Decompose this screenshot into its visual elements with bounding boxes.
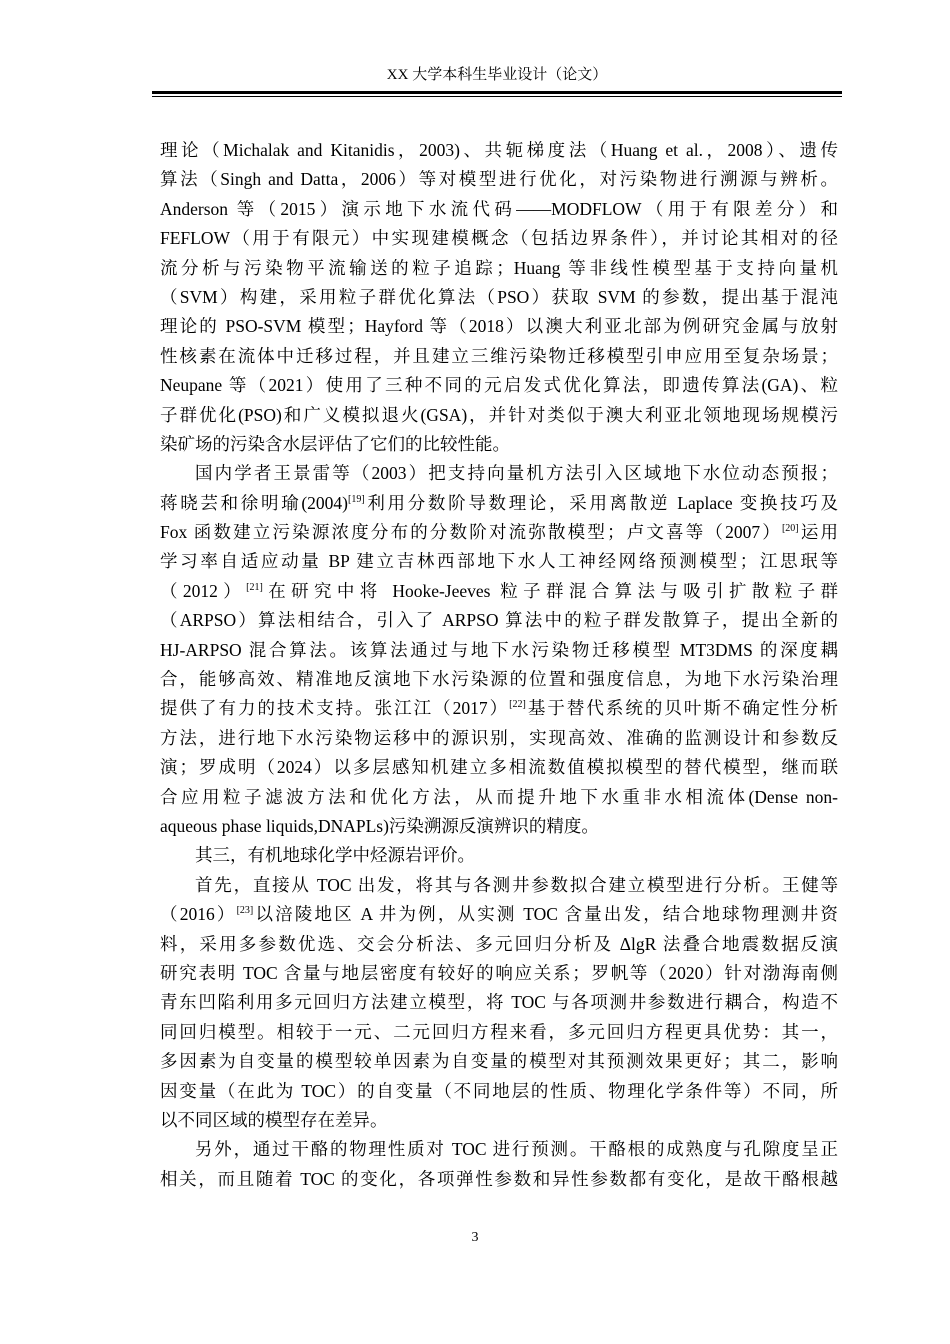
citation-22: [22] (509, 699, 526, 711)
text-line: 以不同区域的模型存在差异。 (160, 1109, 388, 1130)
text-line: aqueous phase liquids,DNAPLs)污染溯源反演辨识的精度。 (160, 815, 599, 836)
text-line: 国内学者王景雷等（2003）把支持向量机方法引入区域地下水位动态预报； (195, 463, 838, 484)
text-line: 相关，而且随着 TOC 的变化，各项弹性参数和异性参数都有变化，是故干酪根越 (160, 1168, 838, 1189)
page-number: 3 (471, 1230, 479, 1245)
text-line: 青东凹陷利用多元回归方法建立模型，将 TOC 与各项测井参数进行耦合，构造不 (160, 992, 838, 1013)
text-line: （2012）[21]在研究中将 Hooke-Jeeves 粒子群混合算法与吸引扩散粒子群 (160, 580, 839, 601)
body-text (160, 136, 838, 1194)
header-rule-thin (152, 96, 842, 97)
text-line: （SVM）构建，采用粒子群优化算法（PSO）获取 SVM 的参数，提出基于混沌 (160, 286, 838, 307)
citation-19: [19] (348, 493, 365, 505)
text-line: 子群优化(PSO)和广义模拟退火(GSA)，并针对类似于澳大利亚北领地现场规模污 (160, 404, 838, 425)
text-line: Neupane 等（2021）使用了三种不同的元启发式优化算法，即遗传算法(GA)、粒 (160, 375, 838, 396)
text-line: （2016）[23]以涪陵地区 A 井为例，从实测 TOC 含量出发，结合地球物理测井资 (160, 904, 839, 925)
text-line: 研究表明 TOC 含量与地层密度有较好的响应关系；罗帆等（2020）针对渤海南侧 (160, 962, 838, 983)
text-line: 理论（Michalak and Kitanidis，2003)、共轭梯度法（Huang et al.，2008）、遗传 (160, 140, 838, 160)
page-header: XX 大学本科生毕业设计（论文） (386, 67, 608, 83)
text-line: 理论的 PSO-SVM 模型；Hayford 等（2018）以澳大利亚北部为例研究金属与放射 (160, 316, 838, 337)
citation-21: [21] (246, 581, 263, 593)
text-line: 同回归模型。相较于一元、二元回归方程来看，多元回归方程更具优势：其一， (160, 1021, 838, 1042)
text-line: 蒋晓芸和徐明瑜(2004)[19]利用分数阶导数理论，采用离散逆 Laplace 变换技巧及 (160, 492, 838, 513)
text-line: 因变量（在此为 TOC）的自变量（不同地层的性质、物理化学条件等）不同，所 (160, 1080, 838, 1101)
text-line: 合，能够高效、精准地反演地下水污染源的位置和强度信息，为地下水污染治理 (160, 669, 838, 690)
text-line: 流分析与污染物平流输送的粒子追踪；Huang 等非线性模型基于支持向量机 (160, 257, 838, 278)
citation-20: [20] (781, 523, 799, 535)
citation-23: [23] (236, 905, 254, 917)
text-line: HJ-ARPSO 混合算法。该算法通过与地下水污染物迁移模型 MT3DMS 的深度耦 (160, 639, 838, 660)
text-line: 方法，进行地下水污染物运移中的源识别，实现高效、准确的监测设计和参数反 (160, 727, 838, 748)
text-line: 多因素为自变量的模型较单因素为自变量的模型对其预测效果更好；其二，影响 (160, 1051, 838, 1072)
text-line: Anderson 等（2015）演示地下水流代码——MODFLOW（用于有限差分）和 (160, 198, 838, 219)
text-line: 合应用粒子滤波方法和优化方法，从而提升地下水重非水相流体(Dense non- (160, 786, 838, 807)
section-line: 其三，有机地球化学中烃源岩评价。 (195, 845, 475, 866)
text-line: 算法（Singh and Datta，2006）等对模型进行优化，对污染物进行溯源与辨析。 (160, 169, 838, 190)
text-line: 学习率自适应动量 BP 建立吉林西部地下水人工神经网络预测模型；江思珉等 (160, 551, 838, 572)
text-line: 提供了有力的技术支持。张江江（2017）[22]基于替代系统的贝叶斯不确定性分析 (160, 698, 839, 719)
text-line: 首先，直接从 TOC 出发，将其与各测井参数拟合建立模型进行分析。王健等 (195, 874, 838, 895)
text-line: FEFLOW（用于有限元）中实现建模概念（包括边界条件），并讨论其相对的径 (160, 228, 838, 249)
text-line: 性核素在流体中迁移过程，并且建立三维污染物迁移模型引申应用至复杂场景； (160, 345, 838, 366)
text-line: 另外，通过干酪的物理性质对 TOC 进行预测。干酪根的成熟度与孔隙度呈正 (195, 1139, 838, 1160)
text-line: 演；罗成明（2024）以多层感知机建立多相流数值模拟模型的替代模型，继而联 (160, 757, 838, 778)
text-line: Fox 函数建立污染源浓度分布的分数阶对流弥散模型；卢文喜等（2007）[20]运用 (160, 522, 838, 543)
text-line: （ARPSO）算法相结合，引入了 ARPSO 算法中的粒子群发散算子，提出全新的 (160, 610, 838, 631)
header-rule-thick (152, 91, 842, 94)
text-line: 料，采用多参数优选、交会分析法、多元回归分析及 ΔlgR 法叠合地震数据反演 (160, 933, 838, 954)
text-line: 染矿场的污染含水层评估了它们的比较性能。 (160, 433, 510, 454)
